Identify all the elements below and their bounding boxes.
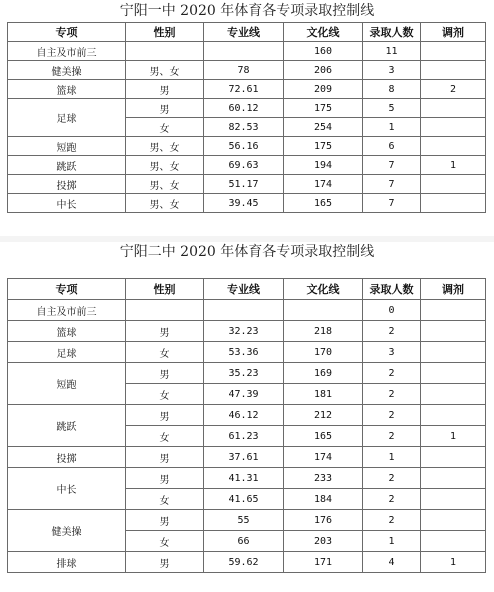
cell-culture: 212 — [284, 405, 363, 426]
header-culture-line: 文化线 — [284, 279, 363, 300]
cell-adjust — [421, 363, 486, 384]
cell-pro: 78 — [204, 61, 284, 80]
cell-gender — [126, 300, 204, 321]
header-adjust: 调剂 — [421, 279, 486, 300]
cell-culture: 170 — [284, 342, 363, 363]
table1 — [7, 22, 486, 213]
cell-adjust: 1 — [421, 156, 486, 175]
cell-adjust — [421, 489, 486, 510]
cell-admitted: 2 — [363, 510, 421, 531]
cell-sport: 投掷 — [8, 447, 126, 468]
cell-pro: 55 — [204, 510, 284, 531]
header-admitted: 录取人数 — [363, 279, 421, 300]
cell-adjust — [421, 42, 486, 61]
cell-culture: 175 — [284, 137, 363, 156]
cell-sport: 足球 — [8, 342, 126, 363]
cell-adjust — [421, 468, 486, 489]
cell-culture: 203 — [284, 531, 363, 552]
cell-adjust — [421, 175, 486, 194]
cell-adjust — [421, 384, 486, 405]
cell-adjust: 1 — [421, 426, 486, 447]
cell-culture: 175 — [284, 99, 363, 118]
cell-sport: 跳跃 — [8, 405, 126, 447]
header-pro-line: 专业线 — [204, 279, 284, 300]
cell-gender: 男 — [126, 447, 204, 468]
cell-adjust — [421, 99, 486, 118]
cell-adjust — [421, 118, 486, 137]
cell-admitted: 1 — [363, 531, 421, 552]
table-row — [8, 468, 486, 489]
table-row — [8, 447, 486, 468]
cell-sport: 短跑 — [8, 137, 126, 156]
cell-sport: 短跑 — [8, 363, 126, 405]
cell-adjust — [421, 342, 486, 363]
table2-header-row — [8, 279, 486, 300]
cell-pro: 53.36 — [204, 342, 284, 363]
cell-pro: 60.12 — [204, 99, 284, 118]
header-pro-line: 专业线 — [204, 23, 284, 42]
cell-sport: 自主及市前三 — [8, 42, 126, 61]
cell-sport: 篮球 — [8, 80, 126, 99]
cell-pro: 47.39 — [204, 384, 284, 405]
table-row — [8, 80, 486, 99]
cell-pro: 72.61 — [204, 80, 284, 99]
table-row — [8, 175, 486, 194]
cell-admitted: 0 — [363, 300, 421, 321]
table-row — [8, 99, 486, 118]
cell-admitted: 2 — [363, 426, 421, 447]
cell-adjust — [421, 61, 486, 80]
cell-culture: 171 — [284, 552, 363, 573]
cell-admitted: 6 — [363, 137, 421, 156]
cell-sport: 排球 — [8, 552, 126, 573]
cell-gender: 男、女 — [126, 194, 204, 213]
cell-admitted: 3 — [363, 61, 421, 80]
header-sport: 专项 — [8, 279, 126, 300]
cell-sport: 足球 — [8, 99, 126, 137]
cell-pro — [204, 42, 284, 61]
table1-title: 宁阳一中 2020 年体育各专项录取控制线 — [119, 3, 375, 19]
cell-gender: 男 — [126, 552, 204, 573]
cell-culture: 174 — [284, 175, 363, 194]
table-row — [8, 61, 486, 80]
cell-gender: 男、女 — [126, 175, 204, 194]
table-row — [8, 552, 486, 573]
cell-admitted: 2 — [363, 468, 421, 489]
table-row — [8, 342, 486, 363]
cell-admitted: 7 — [363, 175, 421, 194]
cell-pro: 41.31 — [204, 468, 284, 489]
header-admitted: 录取人数 — [363, 23, 421, 42]
cell-pro: 46.12 — [204, 405, 284, 426]
cell-pro: 66 — [204, 531, 284, 552]
cell-sport: 健美操 — [8, 510, 126, 552]
cell-culture: 165 — [284, 194, 363, 213]
cell-admitted: 7 — [363, 156, 421, 175]
cell-pro: 69.63 — [204, 156, 284, 175]
cell-admitted: 1 — [363, 118, 421, 137]
cell-gender: 男、女 — [126, 137, 204, 156]
cell-pro: 82.53 — [204, 118, 284, 137]
header-gender: 性别 — [126, 279, 204, 300]
cell-culture: 254 — [284, 118, 363, 137]
cell-culture: 218 — [284, 321, 363, 342]
table-row — [8, 405, 486, 426]
cell-admitted: 11 — [363, 42, 421, 61]
cell-adjust — [421, 321, 486, 342]
cell-admitted: 4 — [363, 552, 421, 573]
cell-gender: 女 — [126, 531, 204, 552]
cell-admitted: 3 — [363, 342, 421, 363]
cell-pro — [204, 300, 284, 321]
cell-pro: 51.17 — [204, 175, 284, 194]
table-row — [8, 137, 486, 156]
cell-adjust — [421, 137, 486, 156]
cell-admitted: 2 — [363, 384, 421, 405]
cell-adjust — [421, 447, 486, 468]
cell-sport: 跳跃 — [8, 156, 126, 175]
cell-adjust — [421, 300, 486, 321]
cell-pro: 37.61 — [204, 447, 284, 468]
cell-culture: 206 — [284, 61, 363, 80]
cell-adjust — [421, 510, 486, 531]
cell-gender: 男 — [126, 321, 204, 342]
cell-adjust — [421, 531, 486, 552]
cell-culture: 174 — [284, 447, 363, 468]
cell-sport: 篮球 — [8, 321, 126, 342]
cell-pro: 32.23 — [204, 321, 284, 342]
cell-gender: 男 — [126, 99, 204, 118]
cell-admitted: 2 — [363, 321, 421, 342]
cell-gender: 男 — [126, 80, 204, 99]
cell-culture: 181 — [284, 384, 363, 405]
header-sport: 专项 — [8, 23, 126, 42]
cell-pro: 39.45 — [204, 194, 284, 213]
table-row — [8, 156, 486, 175]
cell-adjust — [421, 405, 486, 426]
cell-sport: 投掷 — [8, 175, 126, 194]
cell-gender: 男、女 — [126, 61, 204, 80]
cell-culture: 184 — [284, 489, 363, 510]
cell-gender: 女 — [126, 426, 204, 447]
cell-adjust: 2 — [421, 80, 486, 99]
table-row — [8, 300, 486, 321]
cell-gender: 女 — [126, 118, 204, 137]
cell-culture: 160 — [284, 42, 363, 61]
table1-header-row — [8, 23, 486, 42]
table-row — [8, 194, 486, 213]
table-row — [8, 363, 486, 384]
table2-title: 宁阳二中 2020 年体育各专项录取控制线 — [119, 244, 375, 260]
cell-culture: 176 — [284, 510, 363, 531]
cell-gender — [126, 42, 204, 61]
cell-culture: 194 — [284, 156, 363, 175]
cell-pro: 61.23 — [204, 426, 284, 447]
cell-admitted: 8 — [363, 80, 421, 99]
table2 — [7, 278, 486, 573]
cell-admitted: 2 — [363, 489, 421, 510]
cell-gender: 女 — [126, 384, 204, 405]
cell-admitted: 5 — [363, 99, 421, 118]
cell-culture: 233 — [284, 468, 363, 489]
cell-pro: 59.62 — [204, 552, 284, 573]
table-row — [8, 510, 486, 531]
cell-admitted: 1 — [363, 447, 421, 468]
cell-admitted: 2 — [363, 405, 421, 426]
section-divider — [0, 236, 494, 242]
header-gender: 性别 — [126, 23, 204, 42]
cell-gender: 男 — [126, 363, 204, 384]
cell-pro: 41.65 — [204, 489, 284, 510]
cell-pro: 35.23 — [204, 363, 284, 384]
cell-culture: 209 — [284, 80, 363, 99]
cell-gender: 男 — [126, 510, 204, 531]
header-culture-line: 文化线 — [284, 23, 363, 42]
cell-gender: 男 — [126, 468, 204, 489]
cell-admitted: 2 — [363, 363, 421, 384]
cell-gender: 女 — [126, 342, 204, 363]
cell-adjust: 1 — [421, 552, 486, 573]
cell-sport: 健美操 — [8, 61, 126, 80]
table-row — [8, 42, 486, 61]
cell-culture: 165 — [284, 426, 363, 447]
cell-gender: 男、女 — [126, 156, 204, 175]
cell-sport: 中长 — [8, 468, 126, 510]
cell-admitted: 7 — [363, 194, 421, 213]
cell-gender: 女 — [126, 489, 204, 510]
cell-pro: 56.16 — [204, 137, 284, 156]
header-adjust: 调剂 — [421, 23, 486, 42]
cell-adjust — [421, 194, 486, 213]
cell-sport: 自主及市前三 — [8, 300, 126, 321]
table-row — [8, 321, 486, 342]
cell-culture — [284, 300, 363, 321]
cell-gender: 男 — [126, 405, 204, 426]
cell-culture: 169 — [284, 363, 363, 384]
cell-sport: 中长 — [8, 194, 126, 213]
